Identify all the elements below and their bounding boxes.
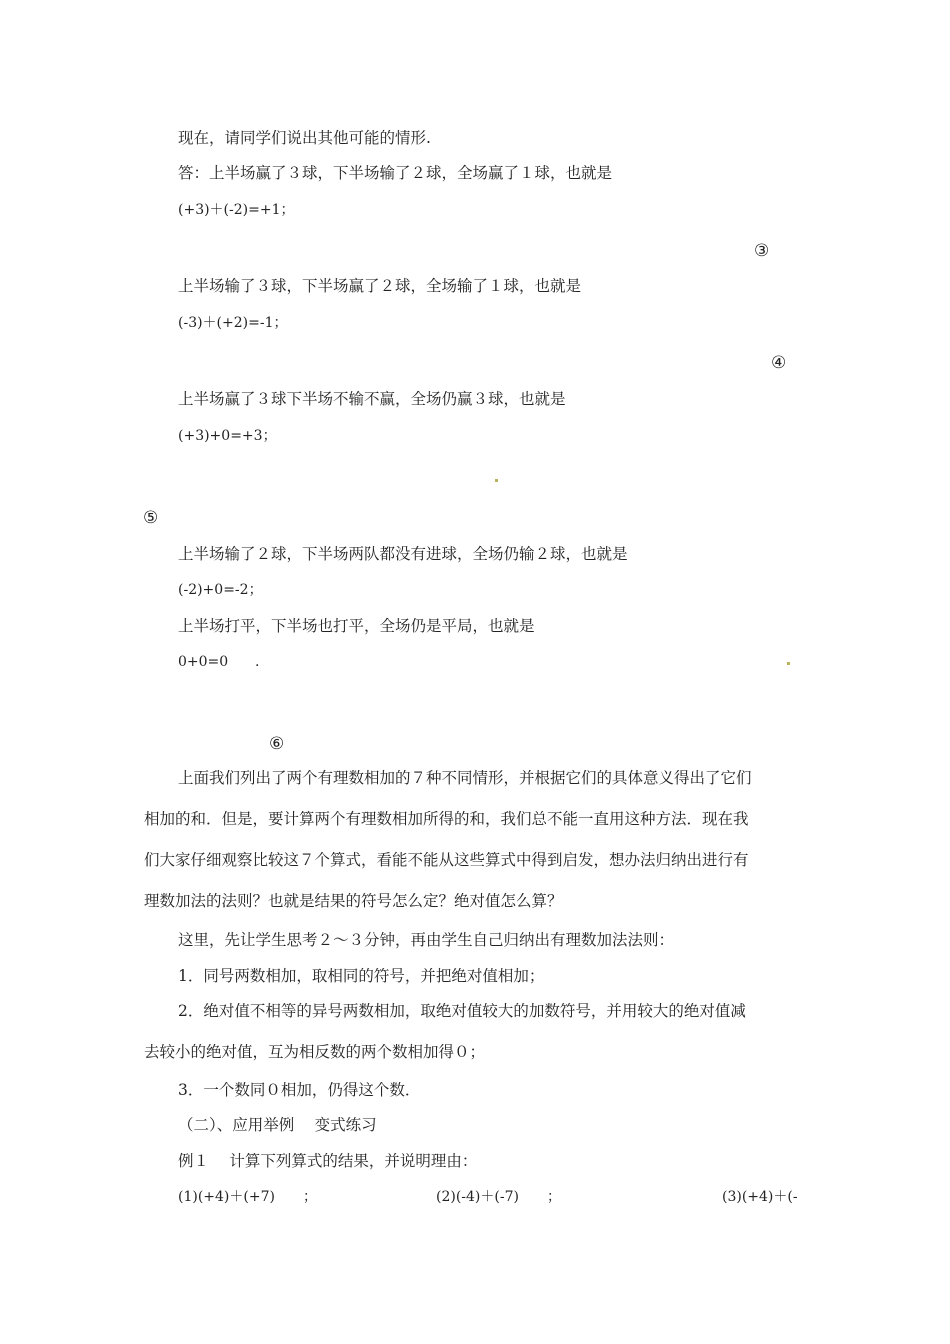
equation-line: (+3)+0=+3； (178, 428, 277, 444)
paragraph-line: 们大家仔细观察比较这７个算式，看能不能从这些算式中得到启发，想办法归纳出进行有 (144, 851, 749, 869)
paragraph-line: 理数加法的法则？也就是结果的符号怎么定？绝对值怎么算？ (144, 892, 563, 910)
equation-marker: ③ (754, 241, 770, 261)
rule-line: 3．一个数同０相加，仍得这个数． (178, 1081, 421, 1099)
paragraph-line: 上面我们列出了两个有理数相加的７种不同情形，并根据它们的具体意义得出了它们 (178, 769, 752, 787)
text-line: 上半场赢了３球下半场不输不赢，全场仍赢３球，也就是 (178, 390, 566, 408)
speck (787, 662, 790, 665)
example-heading: 例１ 计算下列算式的结果，并说明理由： (178, 1152, 478, 1170)
equation-period: . (255, 654, 260, 670)
equation-marker: ④ (771, 353, 787, 373)
text-line: 上半场打平，下半场也打平，全场仍是平局，也就是 (178, 617, 535, 635)
rule-line: 2．绝对值不相等的异号两数相加，取绝对值较大的加数符号，并用较大的绝对值减 (178, 1002, 746, 1020)
equation-line: (-3)＋(+2)=-1； (178, 315, 288, 331)
paragraph-line: 相加的和．但是，要计算两个有理数相加所得的和，我们总不能一直用这种方法．现在我 (144, 810, 749, 828)
rule-line: 1．同号两数相加，取相同的符号，并把绝对值相加； (178, 967, 545, 985)
equation-line: (+3)＋(-2)=+1； (178, 202, 295, 218)
text-line: 上半场输了３球，下半场赢了２球，全场输了１球，也就是 (178, 277, 582, 295)
example-item: (2)(-4)＋(-7) ； (436, 1189, 561, 1205)
equation-line: (-2)+0=-2； (178, 582, 263, 598)
equation-marker: ⑥ (269, 734, 285, 754)
text-line: 上半场输了２球，下半场两队都没有进球，全场仍输２球，也就是 (178, 545, 628, 563)
text-line: 现在，请同学们说出其他可能的情形. (178, 129, 431, 147)
paragraph-line: 这里，先让学生思考２～３分钟，再由学生自己归纳出有理数加法法则： (178, 931, 675, 949)
example-item: (1)(+4)＋(+7) ； (178, 1189, 317, 1205)
example-item: (3)(+4)＋(- (722, 1189, 798, 1205)
rule-line: 去较小的绝对值，互为相反数的两个数相加得０； (144, 1043, 486, 1061)
section-heading: （二）、应用举例 变式练习 (178, 1116, 377, 1134)
equation-marker: ⑤ (143, 508, 159, 528)
text-line: 答：上半场赢了３球，下半场输了２球，全场赢了１球，也就是 (178, 164, 613, 182)
speck (495, 479, 498, 482)
equation-line: 0+0=0 (178, 654, 229, 670)
